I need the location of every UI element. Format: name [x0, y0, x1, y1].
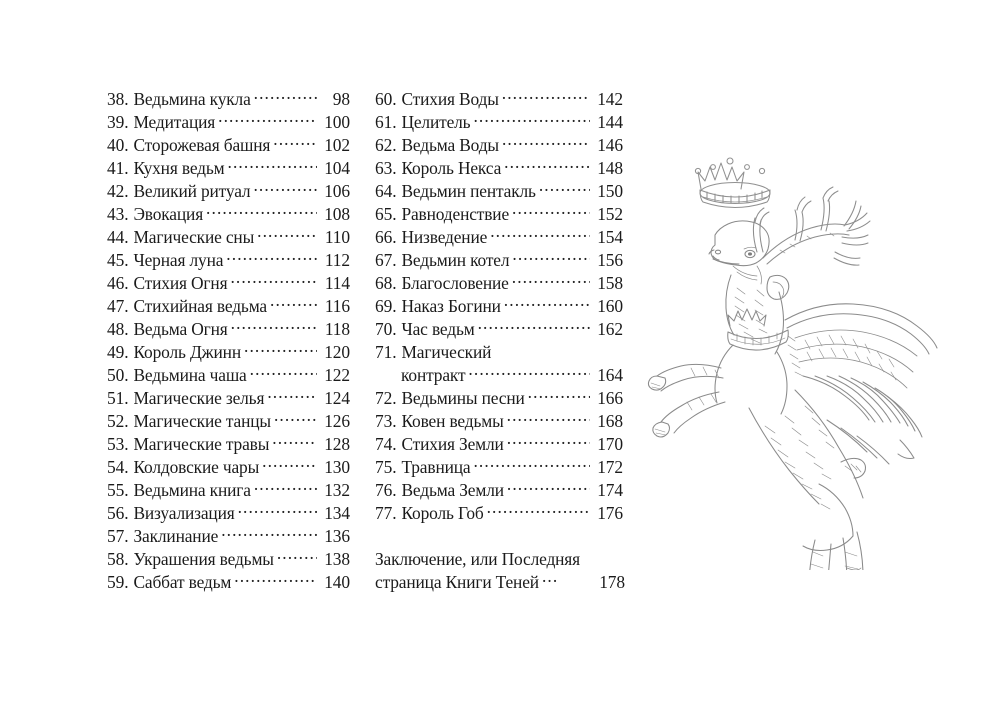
toc-entry-title: Стихия Воды	[401, 89, 499, 110]
leader-dots	[267, 387, 317, 404]
toc-entry-number: 46.	[107, 273, 129, 294]
wing	[785, 304, 937, 464]
toc-entry-title: Заклинание	[133, 526, 219, 547]
toc-entry[interactable]	[375, 180, 623, 203]
toc-entry-title: Ведьмин котел	[401, 250, 510, 271]
toc-entry-number: 41.	[107, 158, 129, 179]
toc-entry-page-number: 122	[324, 365, 350, 386]
toc-entry-number: 44.	[107, 227, 129, 248]
toc-entry-title: Магические танцы	[133, 411, 271, 432]
toc-entry-number: 60.	[375, 89, 397, 110]
toc-entry[interactable]	[375, 226, 623, 249]
toc-entry-title: Час ведьм	[401, 319, 475, 340]
toc-entry[interactable]	[107, 226, 350, 249]
toc-entry[interactable]	[375, 111, 623, 134]
toc-entry-number: 39.	[107, 112, 129, 133]
toc-entry-title: Великий ритуал	[133, 181, 251, 202]
leader-dots	[274, 410, 317, 427]
toc-entry-page-number: 172	[597, 457, 623, 478]
toc-entry-page-number: 108	[324, 204, 350, 225]
toc-entry-number: 38.	[107, 89, 129, 110]
toc-entry-title: Ведьмина книга	[133, 480, 251, 501]
toc-entry-number: 45.	[107, 250, 129, 271]
toc-entry-page-number: 124	[324, 388, 350, 409]
toc-entry-title: Ведьма Воды	[401, 135, 499, 156]
toc-entry[interactable]	[107, 88, 350, 111]
leader-dots	[272, 433, 317, 450]
toc-entry-title: Целитель	[401, 112, 471, 133]
toc-entry-title: Король Некса	[401, 158, 502, 179]
toc-entry-number: 47.	[107, 296, 129, 317]
leader-dots	[254, 88, 317, 105]
toc-entry-page-number: 132	[324, 480, 350, 501]
toc-entry-page-number: 128	[324, 434, 350, 455]
toc-entry-page-number: 110	[324, 227, 350, 248]
leader-dots	[253, 180, 317, 197]
leader-dots	[270, 295, 317, 312]
toc-entry[interactable]	[375, 272, 623, 295]
toc-entry-title: Эвокация	[133, 204, 204, 225]
leader-dots	[502, 134, 590, 151]
toc-entry-page-number: 150	[597, 181, 623, 202]
toc-entry-title: Низведение	[401, 227, 488, 248]
toc-entry-number: 40.	[107, 135, 129, 156]
forelegs	[648, 345, 787, 437]
toc-entry-number: 71.	[375, 342, 397, 362]
toc-entry-page-number: 168	[597, 411, 623, 432]
toc-entry-title: Ведьмины песни	[401, 388, 525, 409]
toc-entry-number: 77.	[375, 503, 397, 524]
leader-dots	[206, 203, 317, 220]
closing-line-1	[375, 548, 625, 571]
leader-dots	[504, 157, 590, 174]
toc-entry[interactable]	[375, 157, 623, 180]
toc-entry[interactable]	[107, 433, 350, 456]
toc-entry-number: 49.	[107, 342, 129, 363]
leader-dots	[257, 226, 317, 243]
toc-entry-page-number: 160	[597, 296, 623, 317]
toc-entry[interactable]	[107, 249, 350, 272]
toc-entry-page-number: 156	[597, 250, 623, 271]
toc-entry-number: 63.	[375, 158, 397, 179]
toc-entry-title: Медитация	[133, 112, 216, 133]
toc-entry[interactable]	[107, 341, 350, 364]
toc-entry-title: Магический	[401, 342, 492, 362]
toc-entry-page-number: 174	[597, 480, 623, 501]
stag-body	[749, 390, 866, 551]
leader-dots	[221, 525, 317, 542]
toc-column-left	[107, 88, 350, 594]
toc-entry[interactable]	[375, 203, 623, 226]
toc-entry-number: 56.	[107, 503, 129, 524]
leader-dots	[512, 203, 590, 220]
toc-entry-page-number: 100	[324, 112, 350, 133]
toc-entry-page-number: 136	[324, 526, 350, 547]
toc-entry-number: 72.	[375, 388, 397, 409]
toc-entry-page-number: 158	[597, 273, 623, 294]
toc-entry-title: Ведьмина кукла	[133, 89, 251, 110]
toc-entry-number: 70.	[375, 319, 397, 340]
toc-entry-page-number: 114	[324, 273, 350, 294]
leader-dots	[507, 410, 590, 427]
toc-entry-title: Король Джинн	[133, 342, 241, 363]
toc-entry-title: Стихия Огня	[133, 273, 228, 294]
toc-entry-number: 69.	[375, 296, 397, 317]
toc-entry-page-number: 144	[597, 112, 623, 133]
toc-entry-title: Ведьмин пентакль	[401, 181, 536, 202]
toc-entry-number: 59.	[107, 572, 129, 593]
leader-dots	[507, 433, 590, 450]
leader-dots	[244, 341, 317, 358]
leader-dots	[502, 88, 590, 105]
winged-crowned-stag-illustration	[645, 140, 975, 570]
toc-entry-page-number: 164	[597, 365, 623, 386]
leader-dots	[487, 502, 590, 519]
toc-entry-page-number: 146	[597, 135, 623, 156]
toc-entry[interactable]	[375, 387, 623, 410]
toc-entry-title: Ведьма Огня	[133, 319, 228, 340]
leader-dots	[512, 249, 590, 266]
leader-dots	[504, 295, 590, 312]
toc-entry-page-number: 120	[324, 342, 350, 363]
toc-entry[interactable]	[375, 502, 623, 525]
toc-entry-page-number: 134	[324, 503, 350, 524]
toc-entry-page-number: 148	[597, 158, 623, 179]
leader-dots	[218, 111, 317, 128]
toc-entry-title: Ведьмина чаша	[133, 365, 247, 386]
toc-entry-page-number: 130	[324, 457, 350, 478]
toc-entry[interactable]	[107, 295, 350, 318]
leader-dots	[507, 479, 590, 496]
toc-entry[interactable]	[107, 203, 350, 226]
toc-entry[interactable]	[107, 180, 350, 203]
antlers	[753, 187, 870, 265]
toc-entry-title: Сторожевая башня	[133, 135, 271, 156]
toc-entry-number: 57.	[107, 526, 129, 547]
toc-entry-title: Саббат ведьм	[133, 572, 232, 593]
toc-entry-page-number: 170	[597, 434, 623, 455]
toc-entry-page-number: 98	[332, 89, 350, 110]
toc-entry[interactable]	[107, 410, 350, 433]
toc-entry-title: Стихия Земли	[401, 434, 504, 455]
toc-entry[interactable]	[107, 134, 350, 157]
leader-dots	[473, 111, 590, 128]
toc-entry-number: 73.	[375, 411, 397, 432]
toc-entry[interactable]	[107, 272, 350, 295]
toc-entry-page-number: 102	[324, 135, 350, 156]
leader-dots	[262, 456, 317, 473]
toc-entry-number: 67.	[375, 250, 397, 271]
closing-page-number: 178	[599, 572, 625, 593]
toc-entry-title: Ковен ведьмы	[401, 411, 504, 432]
toc-entry[interactable]	[375, 479, 623, 502]
toc-entry[interactable]	[375, 341, 623, 364]
toc-entry[interactable]	[107, 479, 350, 502]
toc-entry-number: 75.	[375, 457, 397, 478]
toc-entry-number: 53.	[107, 434, 129, 455]
floating-crown-icon	[695, 158, 770, 208]
toc-entry-page-number: 126	[324, 411, 350, 432]
toc-entry-number: 74.	[375, 434, 397, 455]
toc-entry[interactable]	[107, 111, 350, 134]
toc-entry-title: контракт	[401, 365, 466, 386]
toc-entry-number: 61.	[375, 112, 397, 133]
toc-entry-number: 42.	[107, 181, 129, 202]
closing-title-line-2: страница Книги Теней	[375, 572, 539, 593]
toc-entry-number: 68.	[375, 273, 397, 294]
closing-entry[interactable]	[375, 548, 625, 594]
toc-entry-page-number: 118	[324, 319, 350, 340]
toc-entry-title: Украшения ведьмы	[133, 549, 274, 570]
toc-entry-page-number: 106	[324, 181, 350, 202]
toc-entry-number: 43.	[107, 204, 129, 225]
toc-entry[interactable]	[375, 318, 623, 341]
leader-dots	[277, 548, 317, 565]
leader-dots	[490, 226, 590, 243]
toc-entry-title: Черная луна	[133, 250, 224, 271]
toc-entry-title: Ведьма Земли	[401, 480, 504, 501]
leader-dots	[238, 502, 317, 519]
hind-legs	[802, 532, 864, 570]
toc-entry[interactable]	[107, 502, 350, 525]
toc-entry-number: 51.	[107, 388, 129, 409]
toc-entry-page-number: 104	[324, 158, 350, 179]
toc-entry-number: 48.	[107, 319, 129, 340]
toc-entry-title: Стихийная ведьма	[133, 296, 267, 317]
leader-dots	[478, 318, 590, 335]
leader-dots	[228, 157, 317, 174]
leader-dots	[528, 387, 590, 404]
closing-line-2	[375, 571, 625, 594]
toc-entry[interactable]	[107, 525, 350, 548]
toc-entry[interactable]	[375, 134, 623, 157]
toc-entry-page-number: 152	[597, 204, 623, 225]
toc-entry[interactable]	[107, 364, 350, 387]
toc-entry-number: 66.	[375, 227, 397, 248]
toc-entry-number: 64.	[375, 181, 397, 202]
toc-entry-title: Магические зелья	[133, 388, 265, 409]
closing-title-line-1: Заключение, или Последняя	[375, 549, 580, 569]
toc-entry-title: Благословение	[401, 273, 509, 294]
toc-entry-page-number: 166	[597, 388, 623, 409]
toc-entry-page-number: 138	[324, 549, 350, 570]
toc-entry-page-number: 154	[597, 227, 623, 248]
leader-dots	[254, 479, 317, 496]
toc-entry[interactable]	[375, 456, 623, 479]
toc-entry[interactable]	[107, 387, 350, 410]
toc-entry-title: Магические травы	[133, 434, 270, 455]
leader-dots	[226, 249, 317, 266]
leader-dots	[542, 571, 592, 588]
leader-dots	[473, 456, 590, 473]
toc-entry[interactable]	[107, 548, 350, 571]
toc-entry-number: 50.	[107, 365, 129, 386]
toc-entry-page-number: 176	[597, 503, 623, 524]
toc-entry-number: 52.	[107, 411, 129, 432]
leader-dots	[250, 364, 317, 381]
toc-column-right	[375, 88, 623, 525]
toc-entry-number: 54.	[107, 457, 129, 478]
leader-dots	[539, 180, 590, 197]
leader-dots	[230, 272, 317, 289]
toc-entry-page-number: 162	[597, 319, 623, 340]
toc-entry-title: Визуализация	[133, 503, 235, 524]
toc-entry[interactable]	[375, 410, 623, 433]
toc-entry-number: 76.	[375, 480, 397, 501]
leader-dots	[512, 272, 590, 289]
toc-entry[interactable]	[375, 433, 623, 456]
toc-entry[interactable]	[107, 157, 350, 180]
toc-entry[interactable]	[107, 571, 350, 594]
leader-dots	[231, 318, 317, 335]
toc-entry[interactable]	[107, 318, 350, 341]
toc-entry[interactable]	[375, 295, 623, 318]
toc-entry-title: Колдовские чары	[133, 457, 260, 478]
toc-entry-title: Травница	[401, 457, 471, 478]
toc-entry-page-number: 112	[324, 250, 350, 271]
toc-entry-page-number: 116	[324, 296, 350, 317]
toc-entry-page-number: 142	[597, 89, 623, 110]
toc-entry-number: 55.	[107, 480, 129, 501]
leader-dots	[234, 571, 317, 588]
toc-entry-page-number: 140	[324, 572, 350, 593]
toc-entry[interactable]	[375, 249, 623, 272]
leader-dots	[468, 364, 590, 381]
toc-entry-title: Магические сны	[133, 227, 255, 248]
toc-entry[interactable]	[107, 456, 350, 479]
toc-entry-title: Наказ Богини	[401, 296, 501, 317]
toc-entry-title: Кухня ведьм	[133, 158, 225, 179]
toc-entry-number: 65.	[375, 204, 397, 225]
toc-entry-title: Равноденствие	[401, 204, 510, 225]
toc-entry[interactable]	[375, 88, 623, 111]
toc-entry-number: 58.	[107, 549, 129, 570]
toc-entry-title: Король Гоб	[401, 503, 484, 524]
toc-entry[interactable]	[375, 364, 623, 387]
leader-dots	[273, 134, 317, 151]
toc-entry-number: 62.	[375, 135, 397, 156]
